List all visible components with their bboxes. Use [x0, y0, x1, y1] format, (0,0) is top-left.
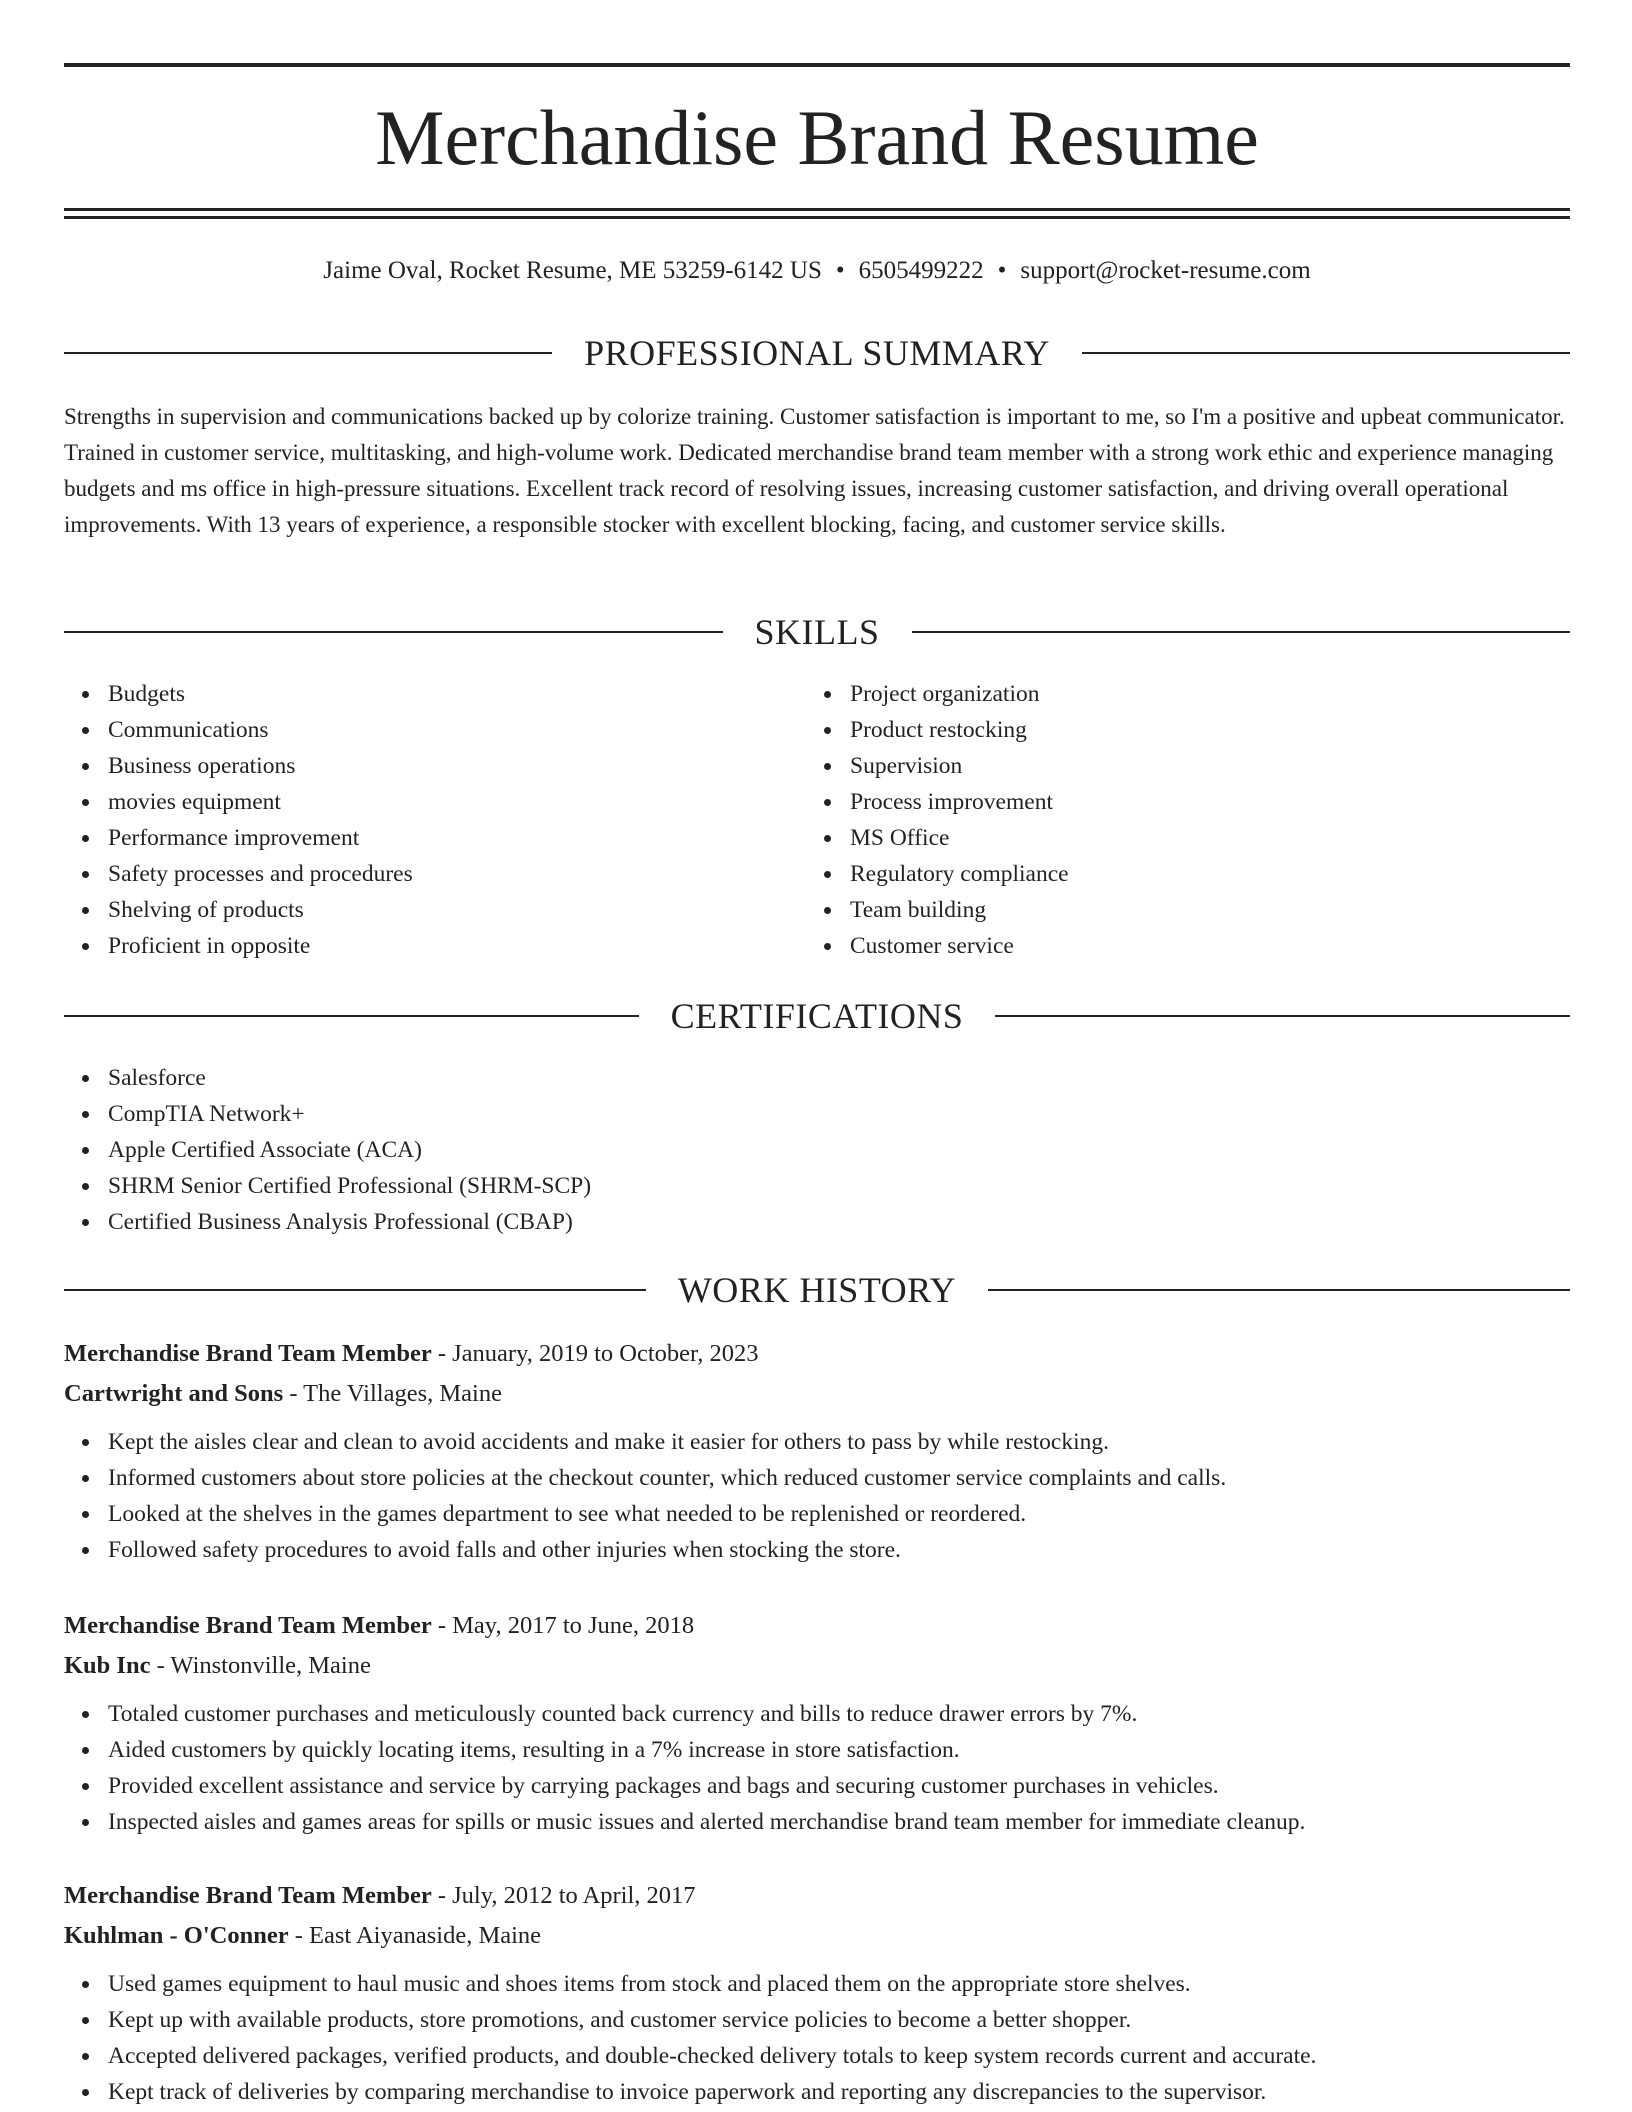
section-rule: [1082, 352, 1570, 354]
skill-item: MS Office: [850, 820, 1069, 856]
section-rule: [995, 1015, 1570, 1017]
job-bullet: Looked at the shelves in the games department to see what needed to be replenished or reordered.: [108, 1496, 1570, 1532]
job-entry: [64, 1876, 1570, 2110]
job-bullet: Followed safety procedures to avoid falls and other injuries when stocking the store.: [108, 1532, 1570, 1568]
section-title: SKILLS: [754, 612, 880, 652]
contact-separator: •: [997, 257, 1007, 284]
job-company-line: [64, 1916, 1570, 1956]
section-header-summary: [64, 331, 1570, 375]
job-bullet: Used games equipment to haul music and shoes items from stock and placed them on the appropriate store shelves.: [108, 1966, 1570, 2002]
skill-item: Regulatory compliance: [850, 856, 1069, 892]
job-bullet: Informed customers about store policies at the checkout counter, which reduced customer service complaints and calls.: [108, 1460, 1570, 1496]
section-header-work-history: [64, 1268, 1570, 1312]
section-rule: [912, 631, 1571, 633]
skill-item: Budgets: [108, 676, 413, 712]
job-title-line: [64, 1334, 1570, 1374]
certification-item: CompTIA Network+: [108, 1096, 591, 1132]
skill-item: movies equipment: [108, 784, 413, 820]
job-location: - Winstonville, Maine: [156, 1652, 371, 1679]
contact-separator: •: [835, 257, 845, 284]
job-entry: [64, 1606, 1570, 1840]
job-company-line: [64, 1646, 1570, 1686]
certification-item: Certified Business Analysis Professional (CBAP): [108, 1204, 591, 1240]
skill-item: Proficient in opposite: [108, 928, 413, 964]
job-dates: - January, 2019 to October, 2023: [437, 1340, 759, 1367]
job-title: Merchandise Brand Team Member: [64, 1612, 432, 1639]
job-bullet: Kept up with available products, store promotions, and customer service policies to become a better shopper.: [108, 2002, 1570, 2038]
contact-email: support@rocket-resume.com: [1020, 257, 1311, 284]
skills-list-right: [806, 676, 1069, 964]
title-double-rule: [64, 208, 1570, 219]
skill-item: Performance improvement: [108, 820, 413, 856]
section-title: PROFESSIONAL SUMMARY: [584, 333, 1050, 373]
job-bullet: Provided excellent assistance and service by carrying packages and bags and securing customer purchases in vehicles.: [108, 1768, 1570, 1804]
contact-phone: 6505499222: [858, 257, 984, 284]
skill-item: Safety processes and procedures: [108, 856, 413, 892]
section-rule: [64, 631, 723, 633]
skill-item: Team building: [850, 892, 1069, 928]
skill-item: Business operations: [108, 748, 413, 784]
section-rule: [64, 352, 552, 354]
job-bullet: Totaled customer purchases and meticulously counted back currency and bills to reduce drawer errors by 7%.: [108, 1696, 1570, 1732]
job-location: - East Aiyanaside, Maine: [294, 1922, 542, 1949]
skill-item: Communications: [108, 712, 413, 748]
job-title-line: [64, 1606, 1570, 1646]
job-dates: - July, 2012 to April, 2017: [437, 1882, 696, 1909]
certification-item: SHRM Senior Certified Professional (SHRM-SCP): [108, 1168, 591, 1204]
skill-item: Process improvement: [850, 784, 1069, 820]
job-company: Kuhlman - O'Conner: [64, 1922, 289, 1949]
job-bullet: Accepted delivered packages, verified products, and double-checked delivery totals to keep system records current and accurate.: [108, 2038, 1570, 2074]
contact-line: [64, 254, 1570, 288]
section-title: CERTIFICATIONS: [670, 996, 964, 1036]
job-company: Cartwright and Sons: [64, 1380, 284, 1407]
job-bullet: Kept the aisles clear and clean to avoid accidents and make it easier for others to pass by while restocking.: [108, 1424, 1570, 1460]
job-bullets: [64, 1966, 1570, 2110]
contact-address: Jaime Oval, Rocket Resume, ME 53259-6142 US: [323, 257, 822, 284]
job-location: - The Villages, Maine: [289, 1380, 502, 1407]
section-header-skills: [64, 610, 1570, 654]
certifications-list: [64, 1060, 591, 1240]
summary-text: Strengths in supervision and communications backed up by colorize training. Customer satisfaction is important to me, so I'm a positive and upbeat communicator. Trained in customer service, multitasking, and high-volume work. Dedicated merchandise brand team member with a strong work ethic and experience managing budgets and ms office in high-pressure situations. Excellent track record of resolving issues, increasing customer satisfaction, and driving overall operational improvements. With 13 years of experience, a responsible stocker with excellent blocking, facing, and customer service skills.: [64, 404, 1565, 537]
section-rule: [988, 1289, 1570, 1291]
skill-item: Project organization: [850, 676, 1069, 712]
certification-item: Apple Certified Associate (ACA): [108, 1132, 591, 1168]
job-title: Merchandise Brand Team Member: [64, 1882, 432, 1909]
skill-item: Shelving of products: [108, 892, 413, 928]
job-bullets: [64, 1424, 1570, 1568]
section-rule: [64, 1289, 646, 1291]
top-rule: [64, 63, 1570, 67]
job-title-line: [64, 1876, 1570, 1916]
skill-item: Product restocking: [850, 712, 1069, 748]
job-bullets: [64, 1696, 1570, 1840]
section-header-certifications: [64, 994, 1570, 1038]
job-bullet: Inspected aisles and games areas for spills or music issues and alerted merchandise brand team member for immediate cleanup.: [108, 1804, 1570, 1840]
skills-list-left: [64, 676, 413, 964]
job-dates: - May, 2017 to June, 2018: [437, 1612, 695, 1639]
skill-item: Supervision: [850, 748, 1069, 784]
job-company-line: [64, 1374, 1570, 1414]
job-bullet: Kept track of deliveries by comparing merchandise to invoice paperwork and reporting any discrepancies to the supervisor.: [108, 2074, 1570, 2110]
skill-item: Customer service: [850, 928, 1069, 964]
job-company: Kub Inc: [64, 1652, 151, 1679]
certification-item: Salesforce: [108, 1060, 591, 1096]
job-bullet: Aided customers by quickly locating items, resulting in a 7% increase in store satisfaction.: [108, 1732, 1570, 1768]
job-entry: [64, 1334, 1570, 1568]
resume-title: Merchandise Brand Resume: [375, 94, 1259, 181]
section-title: WORK HISTORY: [677, 1270, 957, 1310]
job-title: Merchandise Brand Team Member: [64, 1340, 432, 1367]
section-rule: [64, 1015, 639, 1017]
